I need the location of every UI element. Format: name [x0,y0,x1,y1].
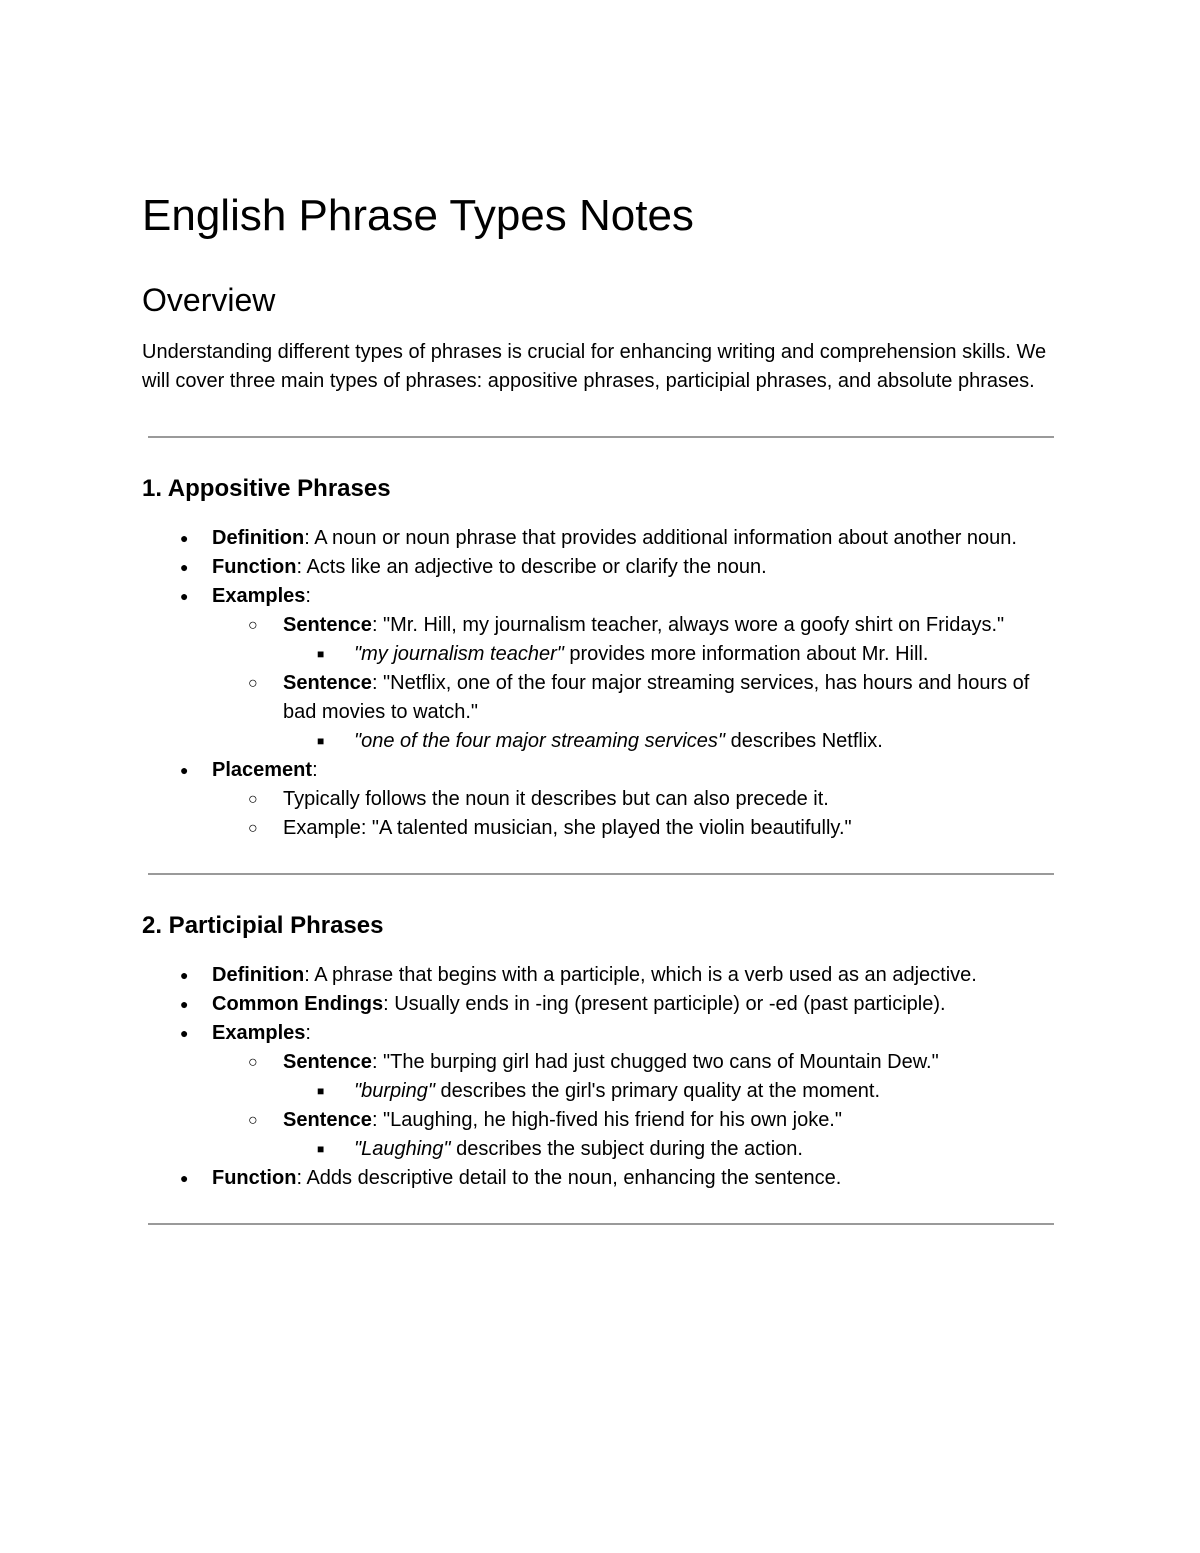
list-item [142,669,1058,756]
bullet-icon: ● [180,967,189,983]
bullet-icon: ● [180,530,189,546]
phrase-highlight: "one of the four major streaming services" [354,730,726,752]
term-text: describes the girl's primary quality at the moment. [434,1080,881,1102]
circle-bullet-icon: ○ [248,820,258,837]
term-text: : Acts like an adjective to describe or clarify the noun. [296,556,767,578]
list-item [142,1048,1058,1106]
circle-bullet-icon: ○ [248,675,258,692]
term-text: : A phrase that begins with a participle, which is a verb used as an adjective. [304,964,977,986]
appositive-heading: 1. Appositive Phrases [142,475,391,502]
circle-bullet-icon: ○ [248,617,258,634]
term-label: Placement [212,759,313,781]
bullet-icon: ● [180,762,189,778]
section-divider [148,1223,1054,1225]
circle-bullet-icon: ○ [248,791,258,808]
list-item [142,1077,1058,1106]
list-item [142,1135,1058,1164]
term-label: Examples [212,585,306,607]
square-bullet-icon: ■ [317,1084,325,1098]
list-item [142,582,1058,756]
participial-list [142,961,1058,1193]
list-item [142,961,1058,990]
bullet-icon: ● [180,559,189,575]
bullet-icon: ● [180,1025,189,1041]
term-text: : "The burping girl had just chugged two cans of Mountain Dew." [371,1051,939,1073]
term-text: : "Netflix, one of the four major streaming services, has hours and hours of bad movies to watch." [283,672,1030,723]
note-sublist [283,727,1058,756]
term-label: Examples [212,1022,306,1044]
term-label: Common Endings [212,993,384,1015]
list-item [142,1019,1058,1164]
circle-bullet-icon: ○ [248,1112,258,1129]
overview-heading: Overview [142,282,276,318]
term-label: Definition [212,964,305,986]
term-text: Typically follows the noun it describes but can also precede it. [283,788,829,810]
phrase-highlight: "Laughing" [354,1138,451,1160]
bullet-icon: ● [180,996,189,1012]
phrase-highlight: "burping" [354,1080,435,1102]
note-sublist [283,1077,1058,1106]
bullet-icon: ● [180,1170,189,1186]
list-item [142,785,1058,814]
square-bullet-icon: ■ [317,1142,325,1156]
list-item [142,756,1058,843]
term-label: Sentence [283,614,372,636]
term-text: : A noun or noun phrase that provides additional information about another noun. [304,527,1017,549]
document-title: English Phrase Types Notes [142,191,694,240]
circle-bullet-icon: ○ [248,1054,258,1071]
section-divider [148,436,1054,438]
term-text: : [305,1022,311,1044]
examples-sublist [212,611,1058,756]
note-sublist [283,1135,1058,1164]
list-item [142,814,1058,843]
term-label: Sentence [283,1109,372,1131]
overview-text: Understanding different types of phrases is crucial for enhancing writing and comprehension skills. We will cover three main types of phrases: appositive phrases, participial phrases, and absolute phrases. [142,341,1047,392]
list-item [142,524,1058,553]
term-text: provides more information about Mr. Hill. [563,643,929,665]
term-text: : "Mr. Hill, my journalism teacher, always wore a goofy shirt on Fridays." [371,614,1005,636]
term-text: describes Netflix. [725,730,883,752]
term-text: : Usually ends in -ing (present participle) or -ed (past participle). [383,993,946,1015]
examples-sublist [212,1048,1058,1164]
section-divider [148,873,1054,875]
document-content [142,190,1058,1225]
list-item [142,640,1058,669]
term-label: Function [212,1167,297,1189]
bullet-icon: ● [180,588,189,604]
list-item [142,553,1058,582]
term-text: : [312,759,318,781]
square-bullet-icon: ■ [317,734,325,748]
term-label: Definition [212,527,305,549]
square-bullet-icon: ■ [317,647,325,661]
participial-heading: 2. Participial Phrases [142,912,384,939]
list-item [142,1106,1058,1164]
term-text: : Adds descriptive detail to the noun, enhancing the sentence. [296,1167,842,1189]
term-text: Example: "A talented musician, she played the violin beautifully." [283,817,852,839]
term-label: Sentence [283,672,372,694]
list-item [142,1164,1058,1193]
term-text: describes the subject during the action. [450,1138,803,1160]
list-item [142,611,1058,669]
term-label: Function [212,556,297,578]
placement-sublist [212,785,1058,843]
list-item [142,727,1058,756]
term-text: : [305,585,311,607]
term-label: Sentence [283,1051,372,1073]
appositive-list [142,524,1058,843]
phrase-highlight: "my journalism teacher" [354,643,564,665]
note-sublist [283,640,1058,669]
term-text: : "Laughing, he high-fived his friend for his own joke." [371,1109,842,1131]
list-item [142,990,1058,1019]
